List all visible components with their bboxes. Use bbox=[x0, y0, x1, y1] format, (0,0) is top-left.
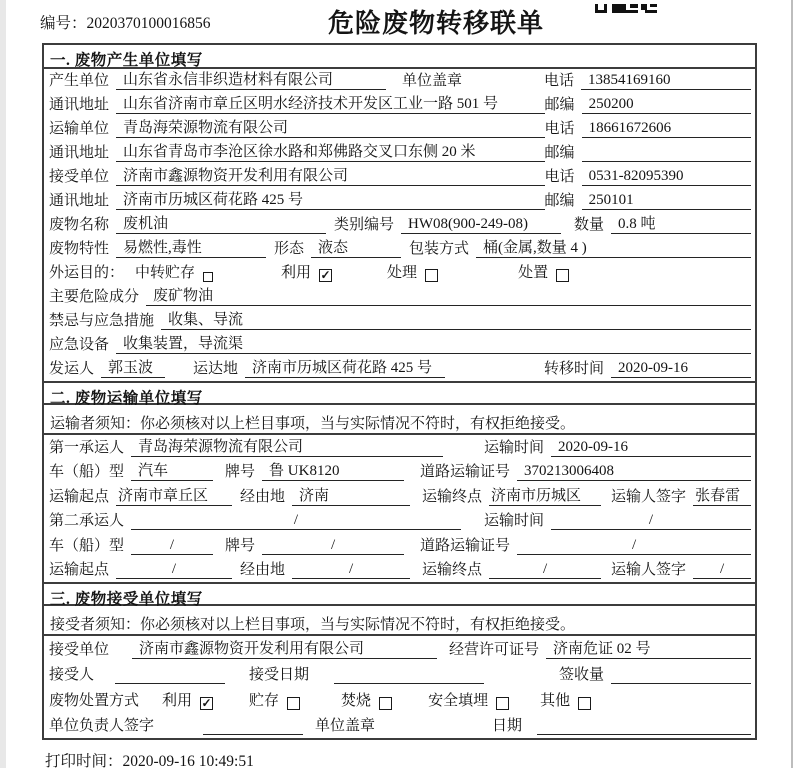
section-producer bbox=[44, 45, 755, 381]
accept-date-value bbox=[334, 683, 484, 684]
property-label: 废物特性 bbox=[49, 241, 110, 257]
disposal-option-landfill-checkbox bbox=[496, 697, 509, 710]
unit-seal-label: 单位盖章 bbox=[402, 73, 463, 89]
producer-phone-value: 13854169160 bbox=[581, 72, 751, 90]
producer-zip-value: 250200 bbox=[582, 96, 751, 114]
transport-time1-label: 运输时间 bbox=[483, 439, 544, 456]
vehicle1-value: 汽车 bbox=[131, 459, 213, 481]
license2-value: / bbox=[517, 537, 751, 555]
end1-value: 济南市历城区 bbox=[489, 484, 601, 506]
license1-value: 370213006408 bbox=[517, 463, 751, 481]
manager-sign-label: 单位负责人签字 bbox=[49, 718, 155, 734]
manager-sign-value bbox=[203, 734, 303, 735]
equipment-label: 应急设备 bbox=[49, 337, 110, 353]
vehicle1-label: 车（船）型 bbox=[49, 464, 125, 480]
purpose-option-storage-checkbox bbox=[203, 272, 213, 282]
purpose-option-treat-label: 处理 bbox=[387, 265, 418, 281]
plate1-label: 牌号 bbox=[225, 464, 256, 480]
plate2-label: 牌号 bbox=[225, 537, 256, 554]
section-transport bbox=[44, 381, 755, 582]
permit-value: 济南危证 02 号 bbox=[546, 637, 751, 659]
via2-value: / bbox=[292, 561, 410, 579]
hazard-value: 废矿物油 bbox=[146, 284, 751, 306]
destination-label: 运达地 bbox=[193, 361, 239, 377]
transfer-time-value: 2020-09-16 bbox=[611, 360, 751, 378]
section-receiver-header: 三. 废物接受单位填写 bbox=[44, 582, 755, 606]
serial-number-line bbox=[40, 11, 211, 33]
license2-label: 道路运输证号 bbox=[420, 537, 511, 554]
page-title: 危险废物转移联单 bbox=[328, 9, 545, 38]
producer-address-value: 山东省济南市章丘区明水经济技术开发区工业一路 501 号 bbox=[116, 92, 545, 114]
disposal-label: 废物处置方式 bbox=[49, 692, 140, 709]
row-consignor bbox=[44, 357, 755, 381]
transfer-time-label: 转移时间 bbox=[543, 361, 604, 377]
disposal-option-storage-checkbox bbox=[287, 697, 300, 710]
second-carrier-label: 第二承运人 bbox=[49, 513, 125, 529]
form-value: 液态 bbox=[311, 236, 401, 258]
disposal-option-other-checkbox bbox=[578, 697, 591, 710]
row-manager-signature bbox=[44, 713, 755, 739]
row-accepting-unit bbox=[44, 636, 755, 662]
row-transporter bbox=[44, 117, 755, 141]
transporter-label: 运输单位 bbox=[49, 121, 110, 137]
producer-value: 山东省永信非织造材料有限公司 bbox=[116, 68, 386, 90]
transport-time2-label: 运输时间 bbox=[483, 513, 544, 529]
page-edge-left bbox=[0, 0, 6, 768]
plate1-value: 鲁 UK8120 bbox=[262, 459, 404, 481]
consignor-label: 发运人 bbox=[49, 361, 95, 377]
purpose-option-dispose-checkbox bbox=[556, 269, 569, 282]
receiver-phone-label: 电话 bbox=[544, 169, 575, 185]
disposal-option-incinerate-label: 焚烧 bbox=[341, 692, 372, 709]
receiver-address-label: 通讯地址 bbox=[49, 193, 110, 209]
waste-name-value: 废机油 bbox=[116, 212, 326, 234]
quantity-label: 数量 bbox=[573, 217, 604, 233]
packing-value: 桶(金属,数量 4 ) bbox=[476, 236, 751, 258]
receiver-value: 济南市鑫源物资开发利用有限公司 bbox=[116, 164, 545, 186]
disposal-option-use-checkbox: ✓ bbox=[201, 695, 212, 710]
transport-time1-value: 2020-09-16 bbox=[551, 439, 751, 457]
equipment-value: 收集装置，导流渠 bbox=[116, 332, 751, 354]
purpose-option-use-label: 利用 bbox=[281, 265, 312, 281]
producer-label: 产生单位 bbox=[49, 73, 110, 89]
receive-date-label: 日期 bbox=[492, 718, 523, 734]
transporter-phone-value: 18661672606 bbox=[582, 120, 751, 138]
waste-name-label: 废物名称 bbox=[49, 217, 110, 233]
row-waste-property bbox=[44, 237, 755, 261]
accept-date-label: 接受日期 bbox=[249, 667, 310, 683]
disposal-option-other-label: 其他 bbox=[540, 692, 571, 709]
transporter-zip-label: 邮编 bbox=[544, 145, 575, 161]
permit-label: 经营许可证号 bbox=[449, 641, 540, 658]
row-transport-purpose bbox=[44, 261, 755, 285]
serial-value: 2020370100016856 bbox=[86, 15, 211, 32]
end1-label: 运输终点 bbox=[422, 488, 483, 505]
qr-code-icon bbox=[595, 0, 657, 18]
receiver-seal-label: 单位盖章 bbox=[315, 718, 376, 734]
row-transporter-address bbox=[44, 141, 755, 165]
row-hazard-component bbox=[44, 285, 755, 309]
recipient-label: 接受人 bbox=[49, 667, 95, 683]
receiver-address-value: 济南市历城区荷花路 425 号 bbox=[116, 188, 545, 210]
row-producer-address bbox=[44, 93, 755, 117]
signed-amount-label: 签收量 bbox=[558, 667, 604, 683]
receiver-label: 接受单位 bbox=[49, 169, 110, 185]
transporter-value: 青岛海荣源物流有限公司 bbox=[116, 116, 545, 138]
print-time-label: 打印时间： bbox=[45, 753, 123, 770]
accepting-unit-value: 济南市鑫源物资开发利用有限公司 bbox=[132, 637, 437, 659]
transfer-form-table bbox=[42, 43, 757, 740]
transporter-zip-value bbox=[582, 161, 751, 162]
receiver-notice: 接受者须知：你必须核对以上栏目事项，当与实际情况不符时，有权拒绝接受。 bbox=[44, 606, 755, 636]
row-vehicle1 bbox=[44, 460, 755, 485]
row-route1 bbox=[44, 484, 755, 509]
page-edge-right bbox=[791, 0, 793, 768]
license1-label: 道路运输证号 bbox=[420, 464, 511, 480]
transporter-notice: 运输者须知：你必须核对以上栏目事项，当与实际情况不符时，有权拒绝接受。 bbox=[44, 405, 755, 435]
quantity-value: 0.8 吨 bbox=[611, 212, 751, 234]
disposal-option-use-label: 利用 bbox=[162, 692, 193, 709]
section-receiver bbox=[44, 582, 755, 738]
destination-value: 济南市历城区荷花路 425 号 bbox=[245, 356, 445, 378]
first-carrier-label: 第一承运人 bbox=[49, 439, 125, 456]
origin1-label: 运输起点 bbox=[49, 488, 110, 505]
vehicle2-label: 车（船）型 bbox=[49, 537, 125, 554]
producer-address-label: 通讯地址 bbox=[49, 97, 110, 113]
end2-value: / bbox=[489, 561, 601, 579]
sign2-label: 运输人签字 bbox=[611, 562, 687, 578]
accepting-unit-label: 接受单位 bbox=[49, 641, 110, 658]
section-producer-header: 一. 废物产生单位填写 bbox=[44, 45, 755, 69]
purpose-option-use-checkbox: ✓ bbox=[320, 268, 331, 282]
disposal-option-storage-label: 贮存 bbox=[249, 692, 280, 709]
row-route2 bbox=[44, 558, 755, 583]
recipient-value bbox=[115, 683, 225, 684]
packing-label: 包装方式 bbox=[409, 241, 470, 257]
via2-label: 经由地 bbox=[240, 562, 286, 578]
property-value: 易燃性,毒性 bbox=[116, 236, 266, 258]
plate2-value: / bbox=[262, 537, 404, 555]
producer-phone-label: 电话 bbox=[543, 73, 574, 89]
origin1-value: 济南市章丘区 bbox=[116, 484, 232, 506]
row-receiver-address bbox=[44, 189, 755, 213]
print-time-value: 2020-09-16 10:49:51 bbox=[122, 753, 254, 770]
row-disposal-method bbox=[44, 687, 755, 713]
purpose-option-treat-checkbox bbox=[425, 269, 438, 282]
signed-amount-value bbox=[611, 683, 751, 684]
producer-zip-label: 邮编 bbox=[544, 97, 575, 113]
category-value: HW08(900-249-08) bbox=[401, 216, 561, 234]
receiver-phone-value: 0531-82095390 bbox=[582, 168, 751, 186]
taboo-label: 禁忌与应急措施 bbox=[49, 313, 155, 329]
form-label: 形态 bbox=[274, 241, 305, 257]
origin2-value: / bbox=[116, 561, 232, 579]
serial-label: 编号： bbox=[40, 15, 87, 32]
disposal-option-incinerate-checkbox bbox=[379, 697, 392, 710]
sign2-value: / bbox=[693, 561, 751, 579]
origin2-label: 运输起点 bbox=[49, 562, 110, 578]
disposal-option-landfill-label: 安全填埋 bbox=[428, 692, 489, 709]
sign1-value: 张春雷 bbox=[693, 484, 751, 506]
row-second-carrier bbox=[44, 509, 755, 534]
row-waste-name bbox=[44, 213, 755, 237]
row-producer bbox=[44, 69, 755, 93]
transporter-phone-label: 电话 bbox=[544, 121, 575, 137]
first-carrier-value: 青岛海荣源物流有限公司 bbox=[131, 435, 443, 457]
hazard-label: 主要危险成分 bbox=[49, 289, 140, 305]
via1-label: 经由地 bbox=[240, 488, 286, 505]
second-carrier-value: / bbox=[131, 512, 461, 530]
purpose-label: 外运目的： bbox=[49, 265, 125, 281]
sign1-label: 运输人签字 bbox=[611, 488, 687, 505]
receiver-zip-label: 邮编 bbox=[544, 193, 575, 209]
taboo-value: 收集、导流 bbox=[161, 308, 751, 330]
row-vehicle2 bbox=[44, 533, 755, 558]
transporter-address-value: 山东省青岛市李沧区徐水路和郑佛路交叉口东侧 20 米 bbox=[116, 140, 545, 162]
vehicle2-value: / bbox=[131, 537, 213, 555]
receiver-zip-value: 250101 bbox=[582, 192, 751, 210]
purpose-option-dispose-label: 处置 bbox=[518, 265, 549, 281]
via1-value: 济南 bbox=[292, 484, 410, 506]
row-taboo-measures bbox=[44, 309, 755, 333]
end2-label: 运输终点 bbox=[422, 562, 483, 578]
receive-date-value bbox=[537, 734, 751, 735]
purpose-option-storage-label: 中转贮存 bbox=[135, 265, 196, 281]
transporter-address-label: 通讯地址 bbox=[49, 145, 110, 161]
row-first-carrier bbox=[44, 435, 755, 460]
consignor-value: 郭玉波 bbox=[101, 356, 165, 378]
row-recipient bbox=[44, 662, 755, 688]
transport-time2-value: / bbox=[551, 512, 751, 530]
section-transport-header: 二. 废物运输单位填写 bbox=[44, 381, 755, 405]
row-receiver bbox=[44, 165, 755, 189]
category-label: 类别编号 bbox=[334, 217, 395, 233]
row-emergency-equipment bbox=[44, 333, 755, 357]
